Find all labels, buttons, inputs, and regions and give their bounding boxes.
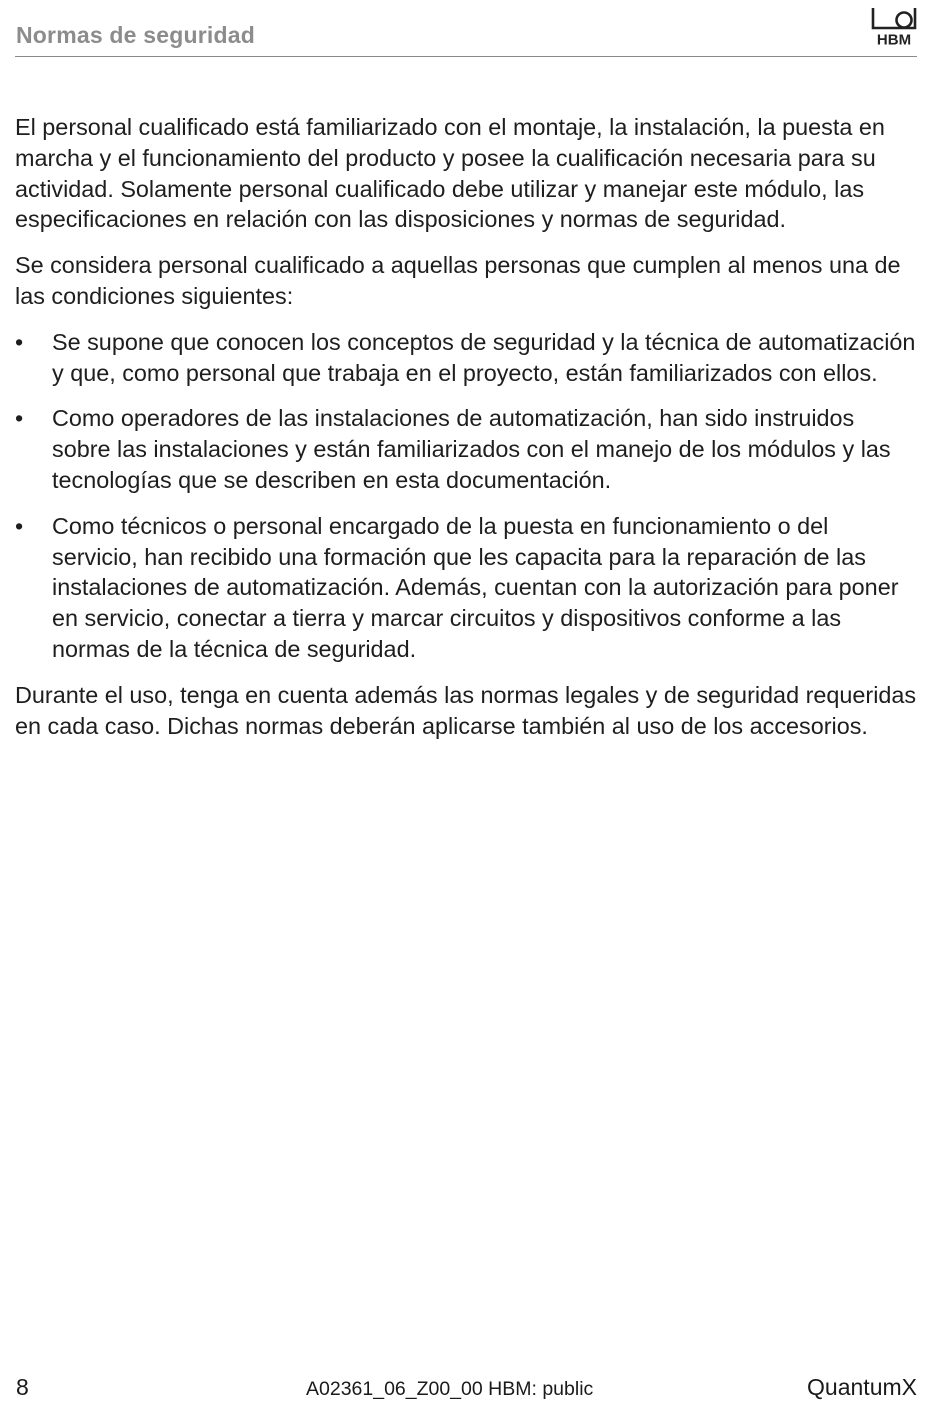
list-item (15, 403, 917, 495)
conditions-list (15, 327, 917, 665)
list-item-text: Como técnicos o personal encargado de la puesta en funcionamiento o del servicio, han recibido una formación que les capacita para la reparación de las instalaciones de automatización. Además, cuentan con la autorización para poner en servicio, conectar a tierra y marcar circuitos y dispositivos conforme a las normas de la técnica de seguridad. (52, 512, 899, 662)
list-item (15, 327, 917, 389)
product-name: QuantumX (807, 1374, 917, 1400)
document-code: A02361_06_Z00_00 HBM: public (306, 1378, 594, 1400)
list-item-text: Se supone que conocen los conceptos de seguridad y la técnica de automatización y que, como personal que trabaja en el proyecto, están familiarizados con ellos. (52, 328, 916, 386)
page-footer (15, 1370, 917, 1402)
section-title: Normas de seguridad (16, 22, 255, 48)
bullet-icon: • (15, 512, 24, 539)
closing-paragraph: Durante el uso, tenga en cuenta además las normas legales y de seguridad requeridas en cada caso. Dichas normas deberán aplicarse también al uso de los accesorios. (15, 681, 917, 739)
intro-paragraph: El personal cualificado está familiarizado con el montaje, la instalación, la puesta en marcha y el funcionamiento del producto y posee la cualificación necesaria para su actividad. Solamente personal cualificado debe utilizar y manejar este módulo, las especificaciones en relación con las disposiciones y normas de seguridad. (15, 114, 885, 233)
page-header (15, 0, 917, 57)
hbm-logo (871, 6, 917, 46)
page-content (15, 112, 917, 756)
page-number: 8 (16, 1374, 29, 1400)
bullet-icon: • (15, 328, 24, 355)
list-item (15, 511, 917, 665)
list-item-text: Como operadores de las instalaciones de automatización, han sido instruidos sobre las instalaciones y están familiarizados con el manejo de los módulos y las tecnologías que se describen en esta documentación. (52, 405, 891, 493)
bullet-icon: • (15, 405, 24, 432)
svg-text:HBM: HBM (876, 31, 912, 46)
conditions-intro-paragraph: Se considera personal cualificado a aquellas personas que cumplen al menos una de las condiciones siguientes: (15, 252, 901, 309)
